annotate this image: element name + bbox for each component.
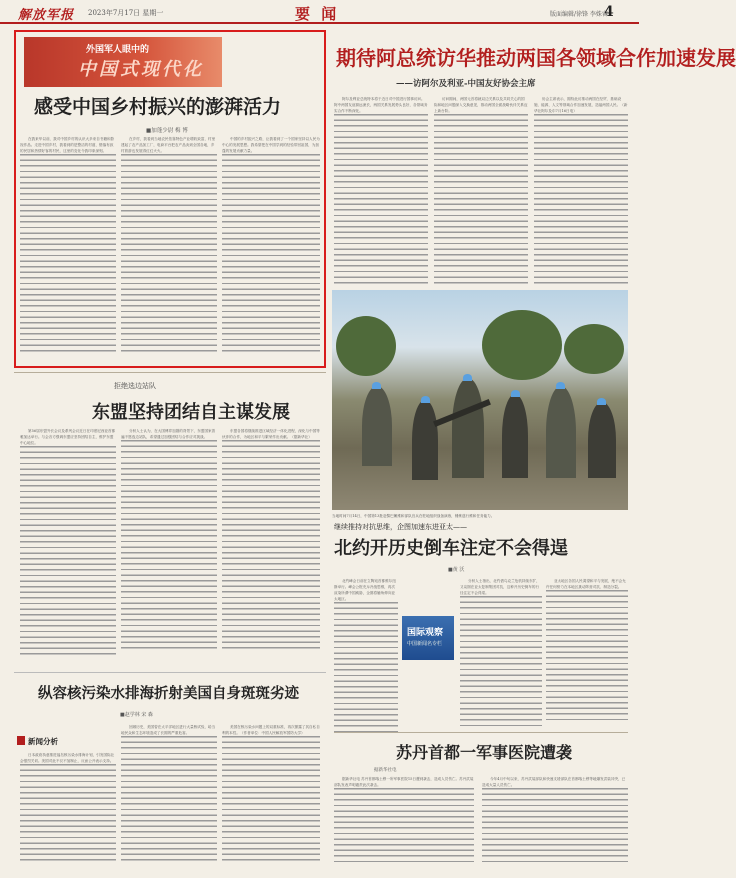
story-algeria-title[interactable]: 期待阿总统访华推动两国各领域合作加速发展 (336, 46, 736, 70)
story-rural-col3: 中国的乡村振兴之路，让我看到了一个国家坚持以人民为中心的发展思想。我希望把在中国学到的经验带回祖国，为加蓬的发展贡献力量。 (222, 136, 320, 362)
story-sudan-byline: 据新华社电 (374, 768, 397, 773)
story-nuclear-byline: ■赵学林 宋 森 (120, 712, 153, 718)
section-name: 要 闻 (295, 5, 340, 23)
page-number: 4 (604, 4, 614, 20)
story-nato-col2: 分析人士指出，北约借乌克兰危机持续东扩，又妄图在亚太复制集团对抗，这种开历史倒车的行径注定不会得逞。 (460, 578, 542, 728)
story-asean-col1: 第56届东盟外长会议及系列会议近日在印度尼西亚首都雅加达举行。与会各方强调东盟应坚持团结自主，维护东盟中心地位。 (20, 428, 116, 662)
story-nuclear-col2: 回顾历史，美国曾在太平洋地区进行大量核试验，给当地民众和生态环境造成了长期的严重危害。 (121, 724, 217, 870)
series-banner-main: 中国式现代化 (78, 59, 204, 80)
story-nato-col3: 亚太地区各国人民渴望和平与发展，绝不会允许任何势力在本地区挑动阵营对抗、制造分裂。 (546, 578, 628, 728)
story-nuclear-title[interactable]: 纵容核污染水排海折射美国自身斑斑劣迹 (38, 685, 299, 702)
story-sudan-title[interactable]: 苏丹首都一军事医院遭袭 (396, 743, 573, 762)
photo-caption: 当地时间7月14日，中国第13批赴黎巴嫩维和部队官兵在驻地组织战备演练，锤炼遂行维和任务能力。 (332, 514, 495, 518)
story-asean-kicker: 拒绝选边站队 (114, 382, 156, 390)
story-nato-kicker: 继续推持对抗思维，企图加速东进亚太—— (334, 523, 467, 531)
story-rural-col2: 在乡村，我看到当地农民依靠特色产业增收致富，村里建起了农产品加工厂，电商平台把农产品卖到全国各地，乡村旅游也发展得红红火火。 (121, 136, 217, 362)
column-badge-sub: 中国新闻名专栏 (407, 641, 443, 647)
series-banner-sub: 外国军人眼中的 (86, 45, 150, 55)
story-sudan-col2: 今年4月中旬以来，苏丹武装部队和快速支援部队在首都喀土穆等地爆发武装冲突，已造成大量人员伤亡。 (482, 776, 628, 870)
story-rural-title[interactable]: 感受中国乡村振兴的澎湃活力 (34, 96, 282, 118)
story-algeria-col2: 访问期间，两国元首将就双边关系以及共同关心的国际和地区问题深入交换意见，推动两国全面战略伙伴关系迈上新台阶。 (434, 96, 528, 284)
story-nuclear-col1: 日本政府执意推进福岛核污染水排海计划，引发国际社会强烈关切。美国对此不仅不加制止，反而公开表示支持。 (20, 752, 116, 870)
story-algeria-col1: 阿尔及利亚总统特本将于近日对中国进行国事访问。阿中两国友谊源远流长，两国关系发展势头良好，各领域务实合作不断深化。 (334, 96, 428, 284)
story-asean-col2: 分析人士认为，在大国博弈加剧的背景下，东盟国家普遍不愿选边站队，希望通过加强团结与合作应对挑战。 (121, 428, 217, 662)
story-nato-byline: ■黄 沃 (448, 567, 465, 573)
story-nuclear-col3: 美国在核污染水问题上的双重标准，再次暴露了其自私自利的本性。（作者单位：中国人民解放军国防大学） (222, 724, 320, 870)
divider (14, 372, 326, 373)
peacekeeper-photo[interactable] (332, 290, 628, 510)
masthead-date: 2023年7月17日 星期一 (88, 9, 164, 17)
column-badge (402, 616, 454, 660)
story-sudan-col1: 据新华社电 苏丹首都喀土穆一所军事医院15日遭到袭击，造成人员伤亡。苏丹武装部队发表声明谴责此次袭击。 (334, 776, 474, 870)
story-rural-col1: 在我来华以前，我对中国乡村的认识大多来自书籍和影视作品。走进中国乡村，我看到的是整洁的村道、错落有致的民居和热情好客的村民，这里的变化令我印象深刻。 (20, 136, 116, 362)
story-algeria-col3: 协会主席表示，期待此访推动两国在经贸、基础设施、能源、人文等领域合作加速发展，造福两国人民。（新华社阿尔及尔7月16日电） (534, 96, 628, 284)
divider (334, 732, 628, 733)
story-asean-col3: 东盟各国将继续推进区域经济一体化进程，深化与中国等伙伴的合作，为地区和平与繁荣作出贡献。（据新华社） (222, 428, 320, 662)
story-algeria-subtitle: ——访阿尔及利亚-中国友好协会主席 (396, 79, 536, 89)
story-nato-col1: 北约峰会日前在立陶宛首都维尔纽斯举行。峰会公报充斥冷战思维，再次渲染所谓中国威胁，企图将触角伸向亚太地区。 (334, 578, 398, 728)
masthead-logo: 解放军报 (18, 8, 75, 23)
story-rural-byline: ■加蓬少尉 梅 博 (146, 128, 188, 134)
analysis-marker-icon (17, 736, 25, 745)
page-editors: 版面编辑/徐锋 李姝睿 (550, 11, 608, 18)
story-asean-title[interactable]: 东盟坚持团结自主谋发展 (92, 402, 290, 423)
column-badge-title: 国际观察 (407, 628, 444, 638)
analysis-label: 新闻分析 (28, 737, 58, 746)
story-nato-title[interactable]: 北约开历史倒车注定不会得逞 (334, 538, 568, 559)
